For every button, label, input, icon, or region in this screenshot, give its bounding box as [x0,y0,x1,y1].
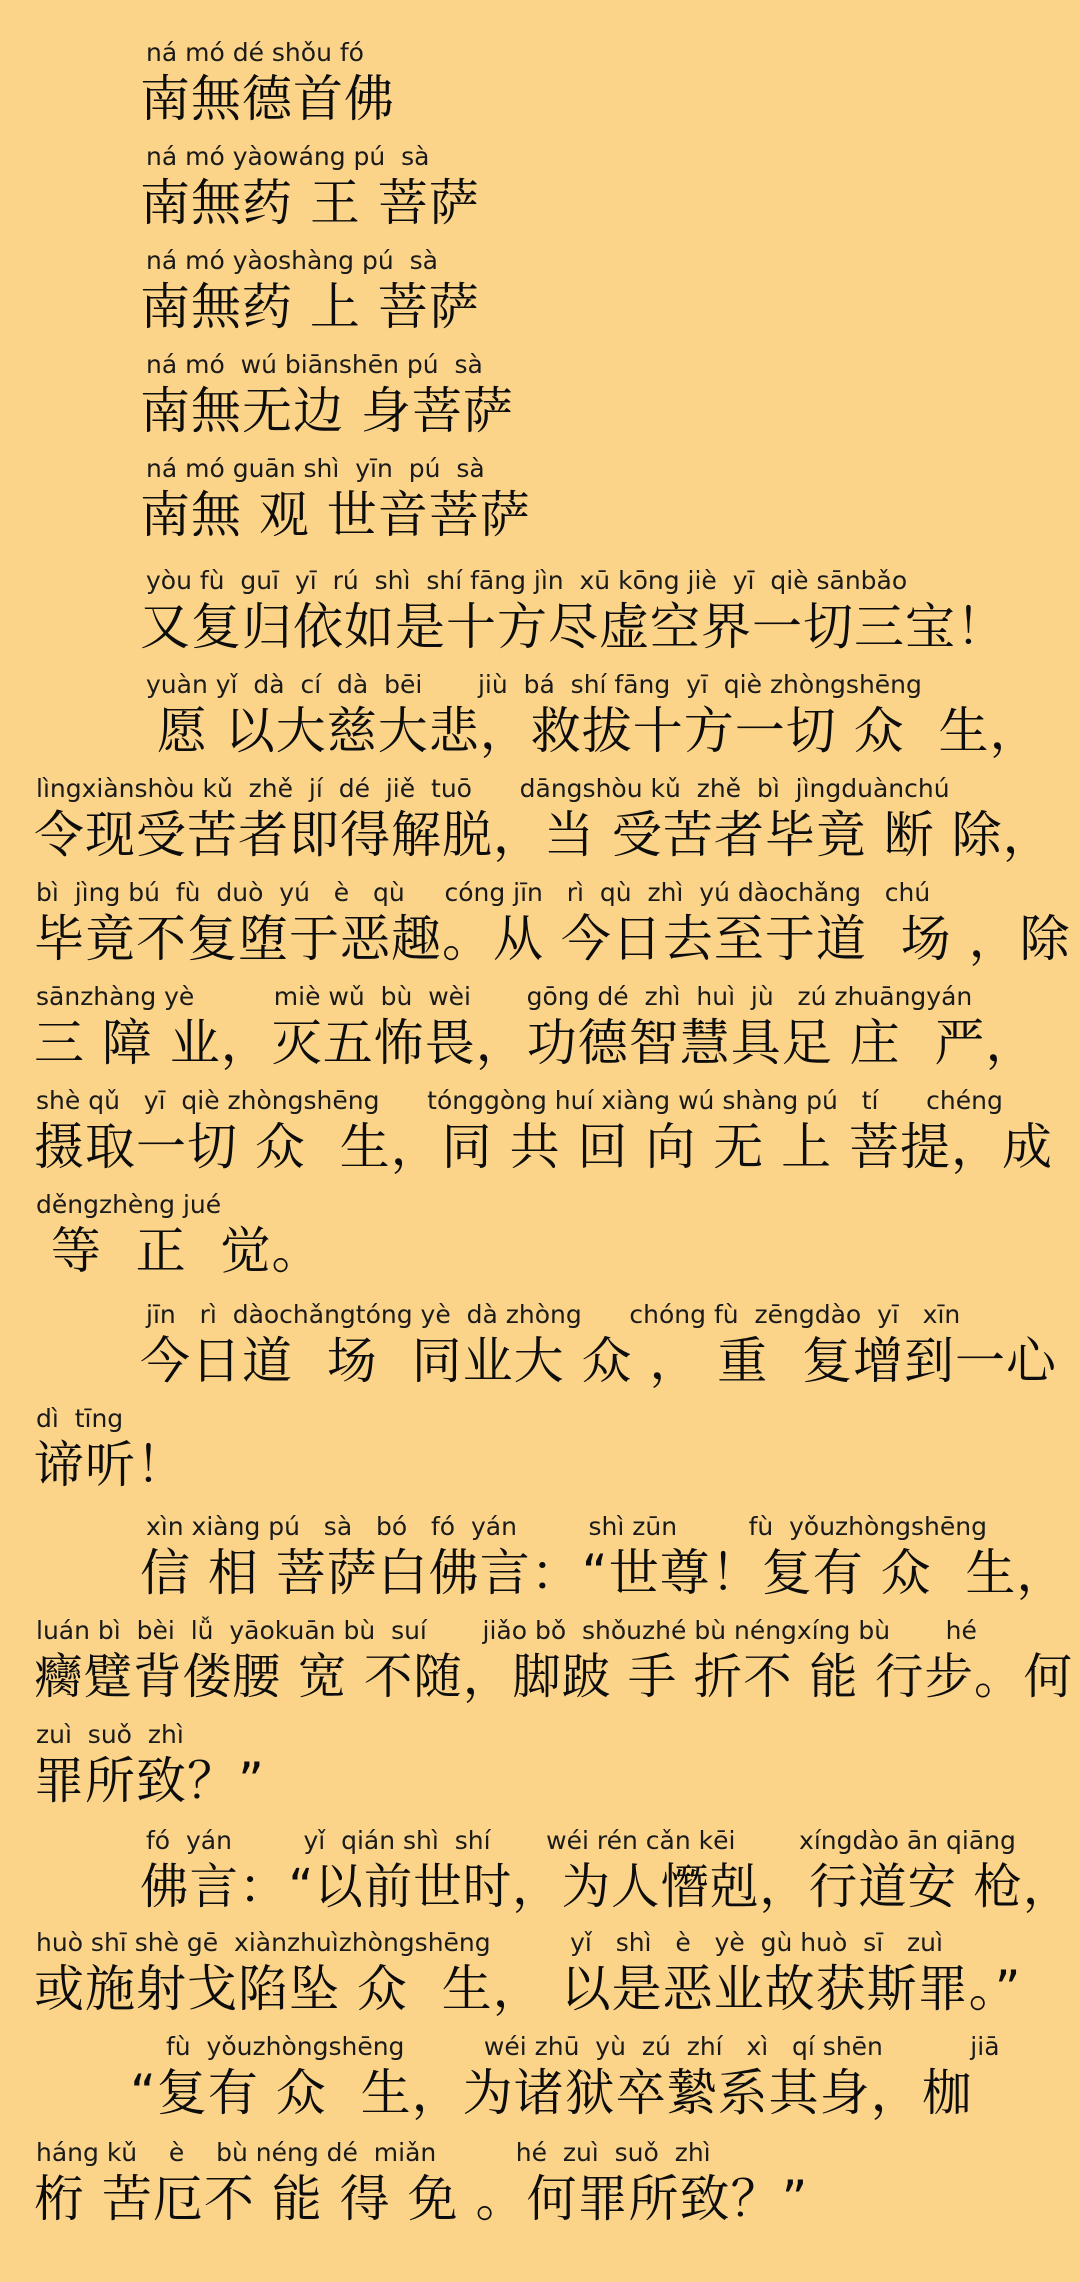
hanzi-line: 南無 观 世音菩萨 [140,486,531,544]
hanzi-line: 南無药 上 菩萨 [140,278,480,336]
pinyin-line: ná mó wú biānshēn pú sà [146,350,483,379]
hanzi-line: 信 相 菩萨白佛言：“世尊！复有 众 生， [140,1544,1068,1602]
hanzi-line: “复有 众 生，为诸狱卒縶系其身，枷 [130,2064,973,2122]
hanzi-line: 癵躄背偻腰 宽 不随，脚跛 手 折不 能 行步。何 [34,1649,1074,1705]
pinyin-line: lìngxiànshòu kǔ zhě jí dé jiě tuō dāngshòu kǔ zhě bì jìngduànchú [36,774,950,803]
pinyin-line: luán bì bèi lǚ yāokuān bù suí jiǎo bǒ shǒuzhé bù néngxíng bù hé [36,1616,977,1645]
pinyin-line: sānzhàng yè miè wǔ bù wèi gōng dé zhì huì jù zú zhuāngyán [36,982,973,1011]
pinyin-line: bì jìng bú fù duò yú è qù cóng jīn rì qù zhì yú dàochǎng chú [36,878,931,907]
pinyin-line: děngzhèng jué [36,1190,222,1219]
hanzi-line: 愿 以大慈大悲，救拔十方一切 众 生， [140,702,1041,760]
pinyin-line: jīn rì dàochǎngtóng yè dà zhòng chóng fù zēngdào yī xīn [146,1300,961,1329]
pinyin-line: ná mó yàowáng pú sà [146,142,430,171]
hanzi-line: 等 正 觉。 [34,1222,323,1280]
hanzi-line: 佛言：“以前世时，为人憯剋，行道安 枪， [140,1859,1073,1915]
pinyin-line: háng kǔ è bù néng dé miǎn hé zuì suǒ zhì [36,2138,711,2167]
hanzi-line: 南無药 王 菩萨 [140,174,480,232]
hanzi-line: 或施射戈陷坠 众 生， 以是恶业故获斯罪。” [34,1960,1022,2018]
pinyin-line: shè qǔ yī qiè zhòngshēng tónggòng huí xiàng wú shàng pú tí chéng [36,1086,1003,1115]
pinyin-line: xìn xiàng pú sà bó fó yán shì zūn fù yǒuzhòngshēng [146,1512,987,1541]
pinyin-line: ná mó dé shǒu fó [146,38,364,67]
pinyin-line: zuì suǒ zhì [36,1720,184,1749]
hanzi-line: 令现受苦者即得解脱，当 受苦者毕竟 断 除， [34,806,1054,864]
pinyin-line: fù yǒuzhòngshēng wéi zhū yù zú zhí xì qí shēn jiā [166,2032,1000,2061]
pinyin-line: yòu fù guī yī rú shì shí fāng jìn xū kōng jiè yī qiè sānbǎo [146,566,908,595]
hanzi-line: 南無无边 身菩萨 [140,382,514,440]
hanzi-line: 南無德首佛 [140,70,395,128]
hanzi-line: 谛听！ [34,1436,187,1494]
hanzi-line: 罪所致？” [34,1752,265,1810]
pinyin-line: huò shī shè gē xiànzhuìzhòngshēng yǐ shì è yè gù huò sī zuì [36,1928,943,1957]
hanzi-line: 三 障 业，灭五怖畏，功德智慧具足 庄 严， [34,1014,1037,1072]
hanzi-line: 又复归依如是十方尽虚空界一切三宝！ [140,598,1007,656]
pinyin-line: fó yán yǐ qián shì shí wéi rén cǎn kēi xíngdào ān qiāng [146,1826,1016,1855]
pinyin-line: dì tīng [36,1404,124,1433]
hanzi-line: 桁 苦厄不 能 得 免 。何罪所致？” [34,2170,809,2228]
hanzi-line: 摄取一切 众 生，同 共 回 向 无 上 菩提，成 [34,1118,1054,1176]
hanzi-line: 毕竟不复堕于恶趣。从 今日去至于道 场 ，除 [34,910,1071,968]
pinyin-line: ná mó guān shì yīn pú sà [146,454,485,483]
pinyin-line: yuàn yǐ dà cí dà bēi jiù bá shí fāng yī qiè zhòngshēng [146,670,922,699]
pinyin-line: ná mó yàoshàng pú sà [146,246,438,275]
hanzi-line: 今日道 场 同业大 众 ， 重 复增到一心 [140,1332,1058,1390]
